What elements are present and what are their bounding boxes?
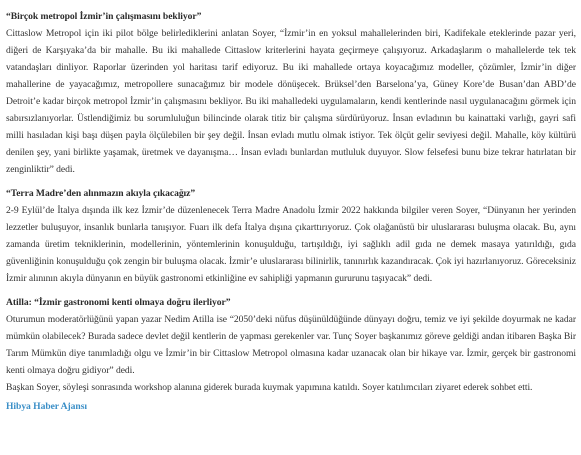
article-section-metropol: [6, 8, 576, 178]
article-body: [6, 8, 576, 422]
article-section-atilla: [6, 294, 576, 415]
news-source-credit: Hibya Haber Ajansı: [6, 401, 88, 412]
section-paragraph: Oturumun moderatörlüğünü yapan yazar Nedim Atilla ise “2050’deki nüfus düşünüldüğünde dünyayı doğru, temiz ve iyi şekilde doyurmak ne kadar mümkün olabilecek? Burada sadece devlet değil kentlerin de yapması gerekenler var. Tunç Soyer başkanımız göreve geldiği andan itibaren Başka Bir Tarım Mümkün diye tanımladığı olgu ve İzmir’in bir Cittaslow Metropol olmasına kadar uzanacak olan bir hikaye var. İzmir, gerçek bir gastronomi kenti olmaya doğru gidiyor” dedi.: [6, 314, 576, 376]
article-section-terra-madre: [6, 185, 576, 287]
section-paragraph: Cittaslow Metropol için iki pilot bölge belirlediklerini anlatan Soyer, “İzmir’in en yoksul mahallelerinden biri, Kadifekale eteklerinde pazar yeri, diğeri de Karşıyaka’da bir mahalle. Bu iki mahallede Cittaslow kriterlerini hayata geçirmeye çalışıyoruz. Arkadaşlarım o mahallelerde tek tek vatandaşları dinliyor. Raporlar üzerinden yol haritası tarif ediyoruz. Bu iki mahallede ortaya koyacağımız modeller, çözümler, İzmir’in diğer mahallerine de yayacağımız, metropollere sunacağımız bir modele dönüşecek. Brüksel’den Barselona’ya, Güney Kore’de Busan’dan ABD’de Detroit’e kadar birçok metropol İzmir’in çalışmasını bekliyor. Bu iki mahalledeki uygulamaların, kendi kentlerinde nasıl uygulanacağını görmek için sabırsızlanıyorlar. Üstlendiğimiz bu sorumluluğun bilincinde olarak titiz bir çalışma sürdürüyoruz. İnsan evladının bu kainattaki varlığı, gayri safi milli hasıladan kişi başı düşen payla ölçülebilen bir şey değil. İnsan evladı mutlu olmak istiyor. Tek ölçüt gelir seviyesi değil. Mahalle, köy kültürü denilen şey, yani birlikte yaşamak, üretmek ve dayanışma… İnsan evladı bunlardan mutluluk duyuyor. Slow felsefesi bunu bize tekrar hatırlatan bir zenginliktir” dedi.: [6, 28, 576, 175]
closing-paragraph: Başkan Soyer, söyleşi sonrasında workshop alanına giderek burada kuymak yapımına katıldı. Soyer katılımcıları ziyaret ederek sohbet etti.: [6, 382, 533, 393]
section-heading: “Terra Madre’den alınmazın akıyla çıkacağız”: [6, 188, 196, 199]
section-paragraph: 2-9 Eylül’de İtalya dışında ilk kez İzmir’de düzenlenecek Terra Madre Anadolu İzmir 2022 hakkında bilgiler veren Soyer, “Dünyanın her yerinden lezzetler buluşuyor, insanlık bunlarla tanışıyor. Fuarı ilk defa İtalya dışına çıkarttırıyoruz. Çok olağanüstü bir uluslararası buluşma olacak. Bu, aynı zamanda üretim tekniklerinin, modellerinin, yöntemlerinin konuşulduğu, tartışıldığı, iyi sağlıklı adil gıda ne demek masaya yatırıldığı, gıda güvenliğinin konuşulduğu çok zengin bir buluşma olacak. İzmir’e uluslararası bilinirlik, tanınırlık kazandıracak. Çok iyi hazırlanıyoruz. Göreceksiniz İzmir alınının akıyla dünyanın en büyük gastronomi etkinliğine ev sahipliği yapmanın gururunu taşıyacak” dedi.: [6, 205, 576, 284]
section-heading: “Birçok metropol İzmir’in çalışmasını bekliyor”: [6, 11, 202, 22]
section-heading: Atilla: “İzmir gastronomi kenti olmaya doğru ilerliyor”: [6, 297, 231, 308]
